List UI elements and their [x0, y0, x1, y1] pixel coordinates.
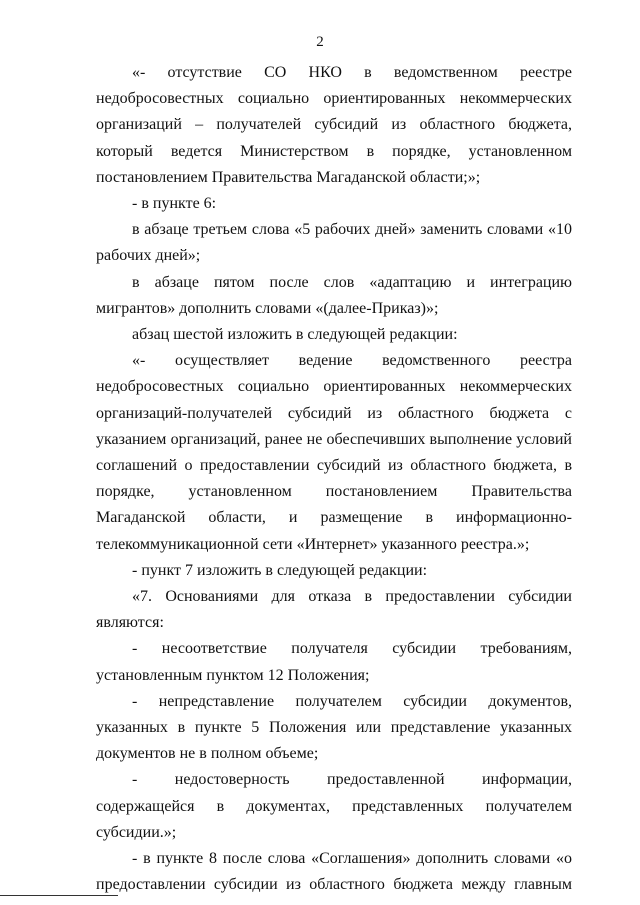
document-body	[96, 60, 572, 899]
paragraph-nonsubmission: - непредставление получателем субсидии документов, указанных в пункте 5 Положения или представление указанных документов не в полном объеме;	[96, 692, 572, 763]
page-number: 2	[316, 34, 324, 50]
paragraph-point-7-intro: - пункт 7 изложить в следующей редакции:	[132, 561, 428, 579]
footer-rule	[0, 895, 118, 896]
paragraph-abz-3: в абзаце третьем слова «5 рабочих дней» заменить словами «10 рабочих дней»;	[96, 221, 572, 265]
paragraph-inaccuracy: - недостоверность предоставленной информации, содержащейся в документах, представленных получателем субсидии.»;	[96, 771, 572, 841]
paragraph-noncompliance: - несоответствие получателя субсидии требованиям, установленным пунктом 12 Положения;	[96, 640, 572, 684]
paragraph-abz-6-intro: абзац шестой изложить в следующей редакции:	[132, 326, 458, 344]
paragraph-registry: «- осуществляет ведение ведомственного реестра недобросовестных социально ориентированных некоммерческих организаций-получателей субсидий из областного бюджета с указанием организаций, ранее не обеспечивших выполнение условий соглашений о предоставлении субсидий из областного бюджета, в порядке, установленном постановлением Правительства Магаданской области, и размещение в информационно-телекоммуникационной сети «Интернет» указанного реестра.»;	[96, 352, 572, 553]
paragraph-refusal-grounds: «7. Основаниями для отказа в предоставлении субсидии являются:	[96, 588, 572, 632]
paragraph-abz-5: в абзаце пятом после слов «адаптацию и интеграцию мигрантов» дополнить словами «(далее-Приказ)»;	[96, 273, 572, 317]
paragraph-point-8: - в пункте 8 после слова «Соглашения» дополнить словами «о предоставлении субсидии из областного бюджета между главным	[96, 850, 572, 894]
paragraph-criteria-absence: «- отсутствие СО НКО в ведомственном реестре недобросовестных социально ориентированных некоммерческих организаций – получателей субсидий из областного бюджета, который ведется Министерством в порядке, установленном постановлением Правительства Магаданской области;»;	[96, 64, 572, 186]
paragraph-point-6: - в пункте 6:	[132, 195, 217, 213]
